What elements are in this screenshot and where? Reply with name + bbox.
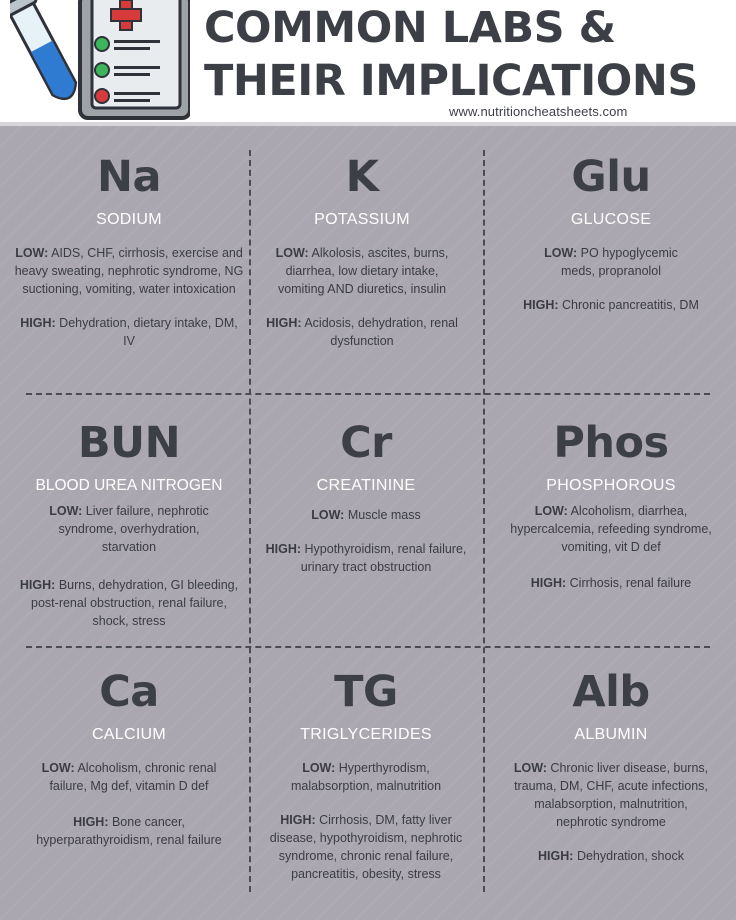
lab-symbol: Na — [96, 152, 161, 202]
header — [0, 0, 736, 124]
low-causes: LOW: Alcoholism, diarrhea, hypercalcemia, refeeding syndrome, vomiting, vit D def — [510, 504, 712, 554]
title-line-1: COMMON LABS & — [204, 3, 616, 53]
low-causes: LOW: PO hypoglycemic meds, propranolol — [544, 246, 678, 278]
low-causes: LOW: AIDS, CHF, cirrhosis, exercise and heavy sweating, nephrotic syndrome, NG suctioning, vomiting, water intoxication — [14, 246, 244, 296]
high-causes: HIGH: Cirrhosis, renal failure — [530, 576, 692, 590]
lab-symbol: Alb — [572, 667, 650, 717]
high-causes: HIGH: Dehydration, dietary intake, DM, IV — [20, 316, 238, 348]
low-causes: LOW: Hyperthyrodism, malabsorption, malnutrition — [290, 761, 442, 793]
lab-symbol: Glu — [571, 152, 651, 202]
low-causes: LOW: Alcoholism, chronic renal failure, Mg def, vitamin D def — [41, 761, 217, 793]
lab-name: SODIUM — [96, 211, 162, 228]
grid-line — [483, 150, 485, 892]
lab-name: PHOSPHOROUS — [546, 477, 676, 494]
lab-card-potassium — [262, 152, 462, 350]
website-url: www.nutritioncheatsheets.com — [449, 104, 628, 119]
low-causes: LOW: Liver failure, nephrotic syndrome, overhydration, starvation — [49, 504, 209, 554]
lab-symbol: Cr — [340, 418, 392, 468]
clipboard-test-tube-icon — [10, 0, 190, 124]
high-causes: HIGH: Burns, dehydration, GI bleeding, post-renal obstruction, renal failure, shock, stress — [19, 578, 239, 628]
high-causes: HIGH: Cirrhosis, DM, fatty liver disease, hypothyroidism, nephrotic syndrome, chronic renal failure, pancreatitis, obesity, stress — [269, 813, 463, 881]
lab-symbol: BUN — [77, 418, 181, 468]
high-causes: HIGH: Chronic pancreatitis, DM — [523, 298, 699, 312]
high-causes: HIGH: Bone cancer, hyperparathyroidism, renal failure — [36, 815, 222, 847]
lab-name: BLOOD UREA NITROGEN — [35, 477, 223, 494]
low-causes: LOW: Muscle mass — [311, 508, 421, 522]
lab-name: TRIGLYCERIDES — [300, 726, 432, 743]
grid-line — [249, 150, 251, 892]
lab-card-triglycerides — [260, 667, 472, 883]
low-causes: LOW: Alkolosis, ascites, burns, diarrhea, low dietary intake, vomiting AND diuretics, insulin — [275, 246, 449, 296]
lab-name: ALBUMIN — [574, 726, 648, 743]
lab-card-creatinine — [260, 418, 472, 576]
high-causes: HIGH: Dehydration, shock — [538, 849, 684, 863]
high-causes: HIGH: Acidosis, dehydration, renal dysfunction — [266, 316, 458, 348]
lab-name: POTASSIUM — [314, 211, 410, 228]
lab-name: GLUCOSE — [570, 211, 652, 228]
lab-symbol: Ca — [99, 667, 159, 717]
lab-name: CREATININE — [316, 477, 416, 494]
lab-symbol: K — [345, 152, 379, 202]
page-title — [204, 2, 698, 108]
title-line-2: THEIR IMPLICATIONS — [204, 56, 698, 106]
lab-card-bun — [14, 418, 244, 630]
lab-card-sodium — [14, 152, 244, 350]
low-causes: LOW: Chronic liver disease, burns, trauma, DM, CHF, acute infections, malabsorption, malnutrition, nephrotic syndrome — [513, 761, 709, 829]
lab-symbol: Phos — [553, 418, 669, 468]
grid-line — [26, 393, 710, 395]
high-causes: HIGH: Hypothyroidism, renal failure, urinary tract obstruction — [265, 542, 467, 574]
grid-line — [26, 646, 710, 648]
lab-card-glucose — [498, 152, 724, 314]
lab-name: CALCIUM — [91, 726, 167, 743]
lab-symbol: TG — [334, 667, 398, 717]
lab-card-albumin — [508, 667, 714, 865]
lab-card-calcium — [14, 667, 244, 849]
lab-card-phosphorous — [498, 418, 724, 592]
